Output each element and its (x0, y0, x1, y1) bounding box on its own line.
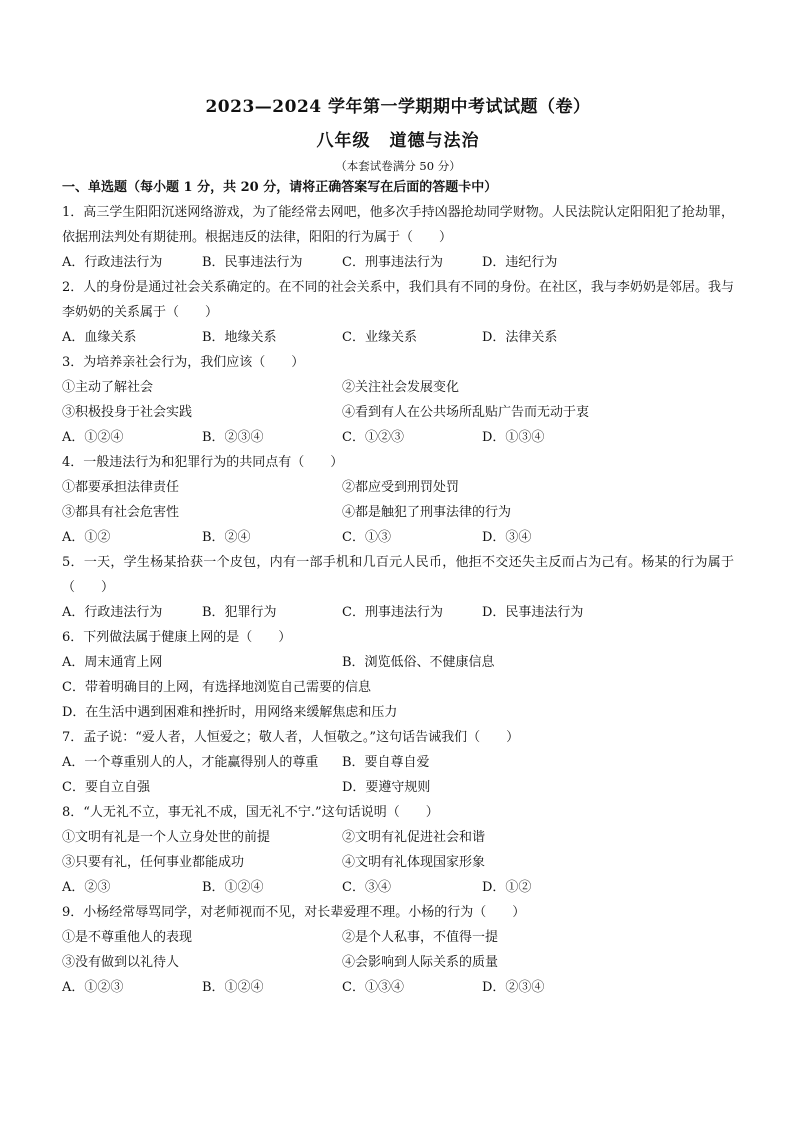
choice-a[interactable]: A．①② (62, 530, 111, 545)
choice-d[interactable]: D．要遵守规则 (342, 780, 431, 795)
question-5 (62, 550, 734, 625)
statement-4: ④会影响到人际关系的质量 (342, 955, 499, 970)
statement-1: ①主动了解社会 (62, 380, 154, 395)
statement-3: ③积极投身于社会实践 (62, 405, 193, 420)
statement-4: ④看到有人在公共场所乱贴广告而无动于衷 (342, 405, 590, 420)
statement-3: ③都具有社会危害性 (62, 505, 180, 520)
choice-row (62, 975, 734, 1000)
statement-row (62, 950, 734, 975)
choice-b[interactable]: B．②③④ (202, 430, 264, 445)
question-text: 8．“人无礼不立，事无礼不成，国无礼不宁.”这句话说明（ ） (62, 805, 439, 820)
statement-2: ②关注社会发展变化 (342, 380, 460, 395)
choice-d[interactable]: D．在生活中遇到困难和挫折时，用网络来缓解焦虑和压力 (62, 705, 398, 720)
choice-b[interactable]: B．犯罪行为 (202, 605, 277, 620)
statement-row (62, 825, 734, 850)
exam-title: 2023—2024 学年第一学期期中考试试题（卷） (205, 97, 591, 117)
question-2 (62, 275, 734, 350)
statement-row (62, 500, 734, 525)
exam-page (62, 96, 734, 1000)
question-7 (62, 725, 734, 800)
section-heading: 一、单选题（每小题 1 分，共 20 分，请将正确答案写在后面的答题卡中） (62, 180, 498, 195)
choice-row (62, 250, 734, 275)
choice-row (62, 700, 734, 725)
choice-d[interactable]: D．民事违法行为 (482, 605, 584, 620)
question-text: 5．一天，学生杨某拾获一个皮包，内有一部手机和几百元人民币，他拒不交还失主反而占为己有。杨某的行为属于（ ） (62, 555, 734, 595)
choice-d[interactable]: D．①③④ (482, 430, 545, 445)
question-text: 7．孟子说：“爱人者，人恒爱之；敬人者，人恒敬之。”这句话告诫我们（ ） (62, 730, 520, 745)
question-3 (62, 350, 734, 450)
choice-row (62, 425, 734, 450)
choice-b[interactable]: B．要自尊自爱 (342, 755, 430, 770)
choice-c[interactable]: C．①②③ (342, 430, 404, 445)
statement-4: ④都是触犯了刑事法律的行为 (342, 505, 512, 520)
statement-row (62, 850, 734, 875)
question-text: 3．为培养亲社会行为，我们应该（ ） (62, 355, 305, 370)
choice-a[interactable]: A．一个尊重别人的人，才能赢得别人的尊重 (62, 755, 319, 770)
statement-3: ③没有做到以礼待人 (62, 955, 180, 970)
choice-row (62, 650, 734, 675)
choice-row (62, 775, 734, 800)
statement-2: ②文明有礼促进社会和谐 (342, 830, 486, 845)
question-4 (62, 450, 734, 550)
choice-a[interactable]: A．①②④ (62, 430, 124, 445)
choice-c[interactable]: C．刑事违法行为 (342, 255, 443, 270)
choice-c[interactable]: C．带着明确目的上网，有选择地浏览自己需要的信息 (62, 680, 371, 695)
statement-2: ②是个人私事，不值得一提 (342, 930, 499, 945)
statement-2: ②都应受到刑罚处罚 (342, 480, 460, 495)
statement-row (62, 925, 734, 950)
question-text: 4．一般违法行为和犯罪行为的共同点有（ ） (62, 455, 344, 470)
choice-c[interactable]: C．①③④ (342, 980, 404, 995)
choice-d[interactable]: D．违纪行为 (482, 255, 558, 270)
choice-row (62, 325, 734, 350)
exam-subtitle: 八年级 道德与法治 (316, 131, 480, 151)
statement-1: ①是不尊重他人的表现 (62, 930, 193, 945)
choice-c[interactable]: C．刑事违法行为 (342, 605, 443, 620)
choice-d[interactable]: D．③④ (482, 530, 532, 545)
choice-c[interactable]: C．业缘关系 (342, 330, 417, 345)
choice-b[interactable]: B．地缘关系 (202, 330, 277, 345)
question-6 (62, 625, 734, 725)
choice-row (62, 600, 734, 625)
choice-d[interactable]: D．法律关系 (482, 330, 558, 345)
choice-b[interactable]: B．①②④ (202, 980, 264, 995)
choice-c[interactable]: C．①③ (342, 530, 391, 545)
question-text: 1．高三学生阳阳沉迷网络游戏，为了能经常去网吧，他多次手持凶器抢劫同学财物。人民法院认定阳阳犯了抢劫罪，依据刑法判处有期徒刑。根据违反的法律，阳阳的行为属于（ ） (62, 205, 734, 245)
choice-row (62, 875, 734, 900)
choice-row (62, 525, 734, 550)
question-text: 6．下列做法属于健康上网的是（ ） (62, 630, 292, 645)
choice-a[interactable]: A．行政违法行为 (62, 255, 163, 270)
statement-1: ①都要承担法律责任 (62, 480, 180, 495)
choice-row (62, 675, 734, 700)
statement-1: ①文明有礼是一个人立身处世的前提 (62, 830, 271, 845)
choice-a[interactable]: A．行政违法行为 (62, 605, 163, 620)
choice-b[interactable]: B．①②④ (202, 880, 264, 895)
choice-a[interactable]: A．①②③ (62, 980, 124, 995)
choice-row (62, 750, 734, 775)
choice-a[interactable]: A．血缘关系 (62, 330, 137, 345)
choice-c[interactable]: C．③④ (342, 880, 391, 895)
choice-a[interactable]: A．②③ (62, 880, 111, 895)
question-8 (62, 800, 734, 900)
score-note: （本套试卷满分 50 分） (335, 159, 461, 173)
choice-b[interactable]: B．②④ (202, 530, 251, 545)
statement-4: ④文明有礼体现国家形象 (342, 855, 486, 870)
question-text: 9．小杨经常辱骂同学，对老师视而不见，对长辈爱理不理。小杨的行为（ ） (62, 905, 526, 920)
statement-row (62, 475, 734, 500)
choice-d[interactable]: D．②③④ (482, 980, 545, 995)
choice-b[interactable]: B．浏览低俗、不健康信息 (342, 655, 495, 670)
question-9 (62, 900, 734, 1000)
choice-d[interactable]: D．①② (482, 880, 532, 895)
statement-row (62, 400, 734, 425)
choice-c[interactable]: C．要自立自强 (62, 780, 150, 795)
question-1 (62, 200, 734, 275)
statement-3: ③只要有礼，任何事业都能成功 (62, 855, 245, 870)
choice-b[interactable]: B．民事违法行为 (202, 255, 303, 270)
choice-a[interactable]: A．周末通宵上网 (62, 655, 163, 670)
question-text: 2．人的身份是通过社会关系确定的。在不同的社会关系中，我们具有不同的身份。在社区，我与李奶奶是邻居。我与李奶奶的关系属于（ ） (62, 280, 734, 320)
statement-row (62, 375, 734, 400)
